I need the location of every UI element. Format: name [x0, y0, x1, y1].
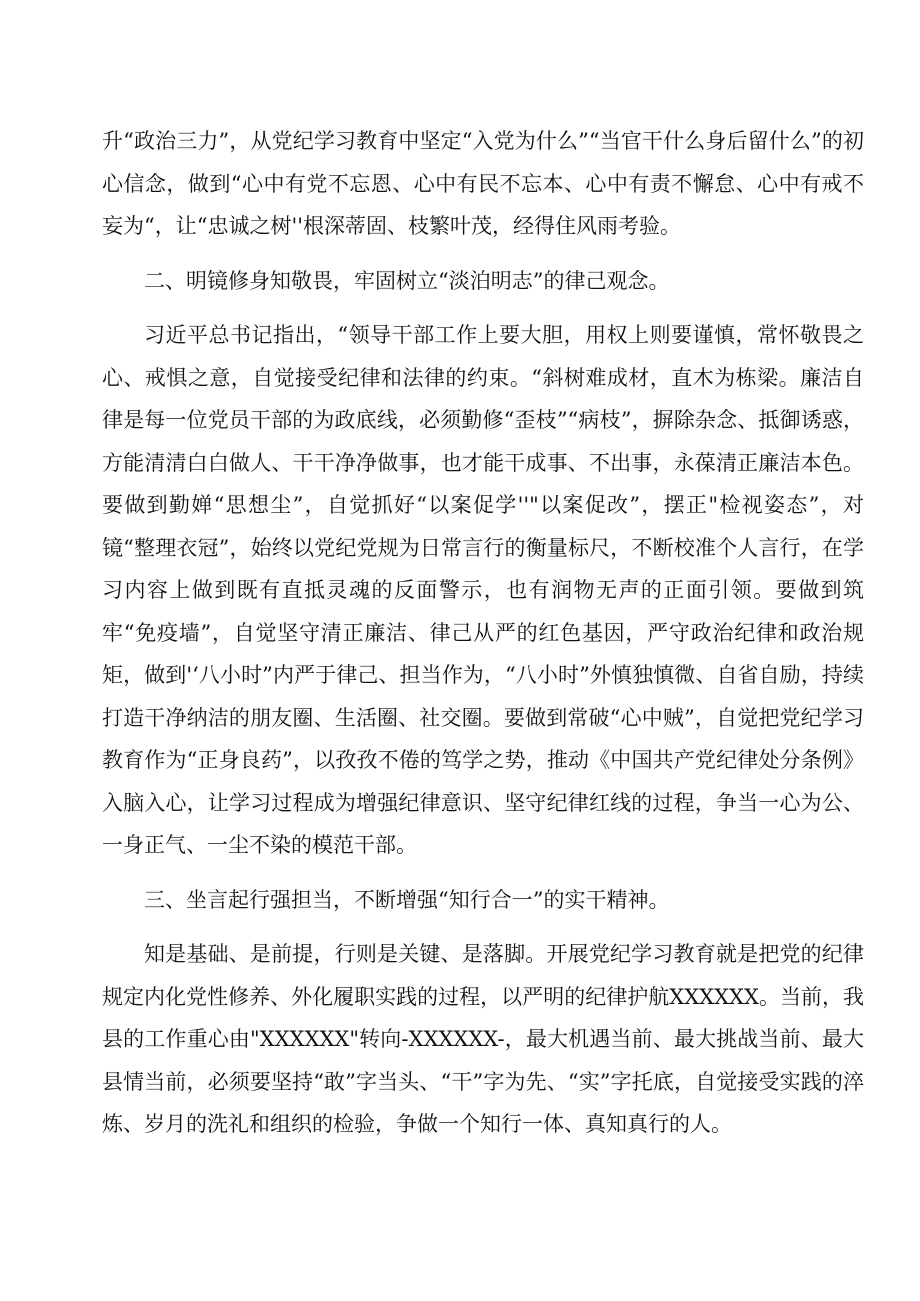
paragraph-continued: 升“政治三力”，从党纪学习教育中坚定“入党为什么”“当官干什么身后留什么”的初心信念，做到“心中有党不忘恩、心中有民不忘本、心中有责不懈怠、心中有戒不妄为“，让“忠诚之树''根深蒂固、枝繁叶茂，经得住风雨考验。	[102, 129, 864, 238]
paragraph-body: 知是基础、是前提，行则是关键、是落脚。开展党纪学习教育就是把党的纪律规定内化党性修养、外化履职实践的过程，以严明的纪律护航XXXXXX。当前，我县的工作重心由"XXXXXX"转向-XXXXXX-，最大机遇当前、最大挑战当前、最大县情当前，必须要坚持“敢”字当头、“干”字为先、“实”字托底，自觉接受实践的淬炼、岁月的洗礼和组织的检验，争做一个知行一体、真知真行的人。	[102, 942, 864, 1136]
section-heading-two: 二、明镜修身知敬畏，牢固树立“淡泊明志”的律己观念。	[144, 268, 670, 293]
paragraph-body: 习近平总书记指出，“领导干部工作上要大胆，用权上则要谨慎，常怀敬畏之心、戒惧之意，自觉接受纪律和法律的约束。“斜树难成材，直木为栋梁。廉洁自律是每一位党员干部的为政底线，必须勤修“歪枝”“病枝”，摒除杂念、抵御诱惑，方能清清白白做人、干干净净做事，也才能干成事、不出事，永葆清正廉洁本色。要做到勤婵“思想尘”，自觉抓好“以案促学''"以案促改”，摆正"检视姿态”，对镜“整理衣冠”，始终以党纪党规为日常言行的衡量标尺，不断校准个人言行，在学习内容上做到既有直抵灵魂的反面警示，也有润物无声的正面引领。要做到筑牢“免疫墙”，自觉坚守清正廉洁、律己从严的红色基因，严守政治纪律和政治规矩，做到'‘八小时”内严于律己、担当作为，“八小时”外慎独慎微、自省自励，持续打造干净纳洁的朋友圈、生活圈、社交圈。要做到常破“心中贼”，自觉把党纪学习教育作为“正身良药”，以孜孜不倦的笃学之势，推动《中国共产党纪律处分条例》入脑入心，让学习过程成为增强纪律意识、坚守纪律红线的过程，争当一心为公、一身正气、一尘不染的模范干部。	[102, 323, 864, 857]
section-heading-three: 三、坐言起行强担当，不断增强“知行合一”的实干精神。	[144, 887, 670, 912]
